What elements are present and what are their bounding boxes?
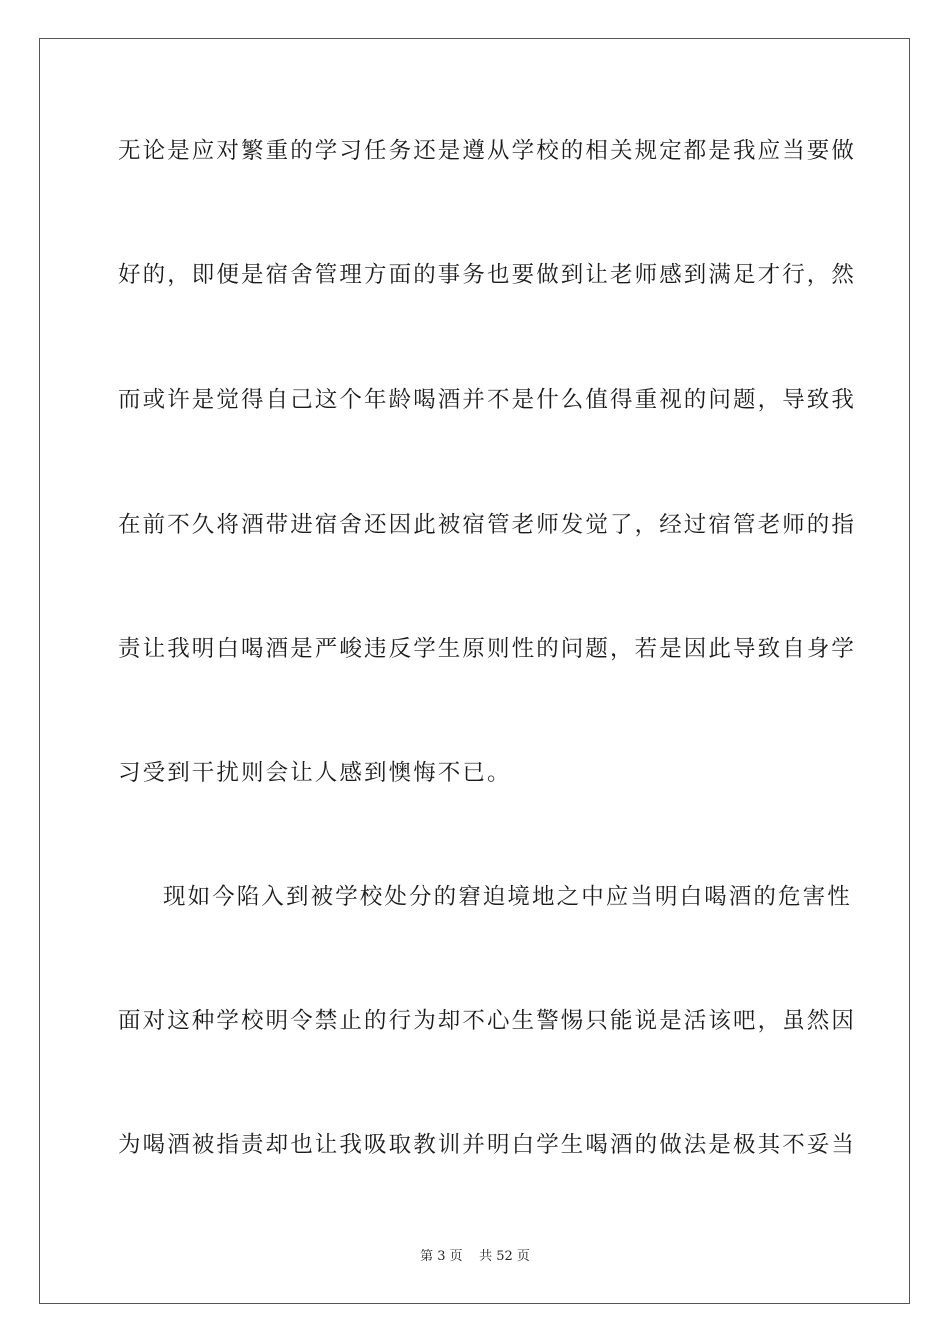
page-number-footer: 第 3 页 共 52 页 <box>420 1249 530 1264</box>
paragraph-line-2: 好的，即便是宿舍管理方面的事务也要做到让老师感到满足才行，然 <box>118 262 857 288</box>
paragraph-line-3: 而或许是觉得自己这个年龄喝酒并不是什么值得重视的问题，导致我 <box>118 387 857 413</box>
page-border <box>39 38 910 1304</box>
paragraph-line-1: 无论是应对繁重的学习任务还是遵从学校的相关规定都是我应当要做 <box>118 138 857 164</box>
paragraph-line-4: 在前不久将酒带进宿舍还因此被宿管老师发觉了，经过宿管老师的指 <box>118 512 857 538</box>
paragraph-line-9: 为喝酒被指责却也让我吸取教训并明白学生喝酒的做法是极其不妥当 <box>118 1132 857 1158</box>
paragraph-line-8: 面对这种学校明令禁止的行为却不心生警惕只能说是活该吧，虽然因 <box>118 1008 857 1034</box>
paragraph-line-7: 现如今陷入到被学校处分的窘迫境地之中应当明白喝酒的危害性 <box>163 884 852 910</box>
paragraph-line-6: 习受到干扰则会让人感到懊悔不已。 <box>118 760 512 786</box>
paragraph-line-5: 责让我明白喝酒是严峻违反学生原则性的问题，若是因此导致自身学 <box>118 636 857 662</box>
